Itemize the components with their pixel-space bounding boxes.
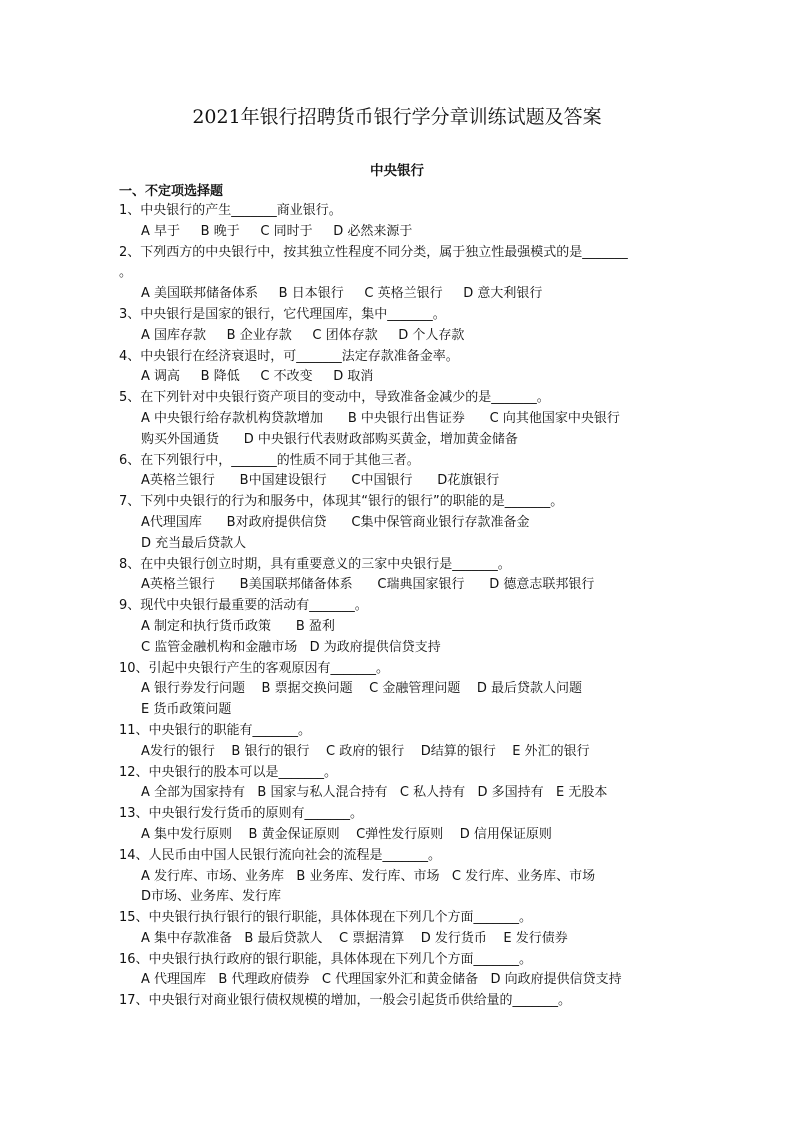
question-text: 10、引起中央银行产生的客观原因有_______。	[119, 660, 390, 676]
question-text: 6、在下列银行中，_______的性质不同于其他三者。	[119, 452, 420, 468]
answer-options: A 全部为国家持有 B 国家与私人混合持有 C 私人持有 D 多国持有 E 无股本	[141, 785, 608, 801]
answer-options: C 监管金融机构和金融市场 D 为政府提供信贷支持	[141, 639, 441, 655]
answer-options: D市场、业务库、发行库	[141, 889, 282, 905]
document-title: 2021年银行招聘货币银行学分章训练试题及答案	[192, 106, 602, 128]
answer-options: A 银行券发行问题 B 票据交换问题 C 金融管理问题 D 最后贷款人问题	[141, 681, 583, 697]
answer-options: A 中央银行给存款机构贷款增加 B 中央银行出售证券 C 向其他国家中央银行	[141, 410, 620, 426]
answer-options: 购买外国通货 D 中央银行代表财政部购买黄金，增加黄金储备	[141, 431, 518, 447]
question-text: 14、人民币由中国人民银行流向社会的流程是_______。	[119, 847, 442, 863]
answer-options: A 代理国库 B 代理政府债券 C 代理国家外汇和黄金储备 D 向政府提供信贷支持	[141, 972, 622, 988]
answer-options: A 美国联邦储备体系 B 日本银行 C 英格兰银行 D 意大利银行	[141, 286, 543, 302]
question-text: 11、中央银行的职能有_______。	[119, 722, 312, 738]
answer-options: D 充当最后贷款人	[141, 535, 247, 551]
answer-options: A 发行库、市场、业务库 B 业务库、发行库、市场 C 发行库、业务库、市场	[141, 868, 596, 884]
question-text: 8、在中央银行创立时期，具有重要意义的三家中央银行是_______。	[119, 556, 511, 572]
question-text: 4、中央银行在经济衰退时，可_______法定存款准备金率。	[119, 348, 459, 364]
question-text: 3、中央银行是国家的银行，它代理国库，集中_______。	[119, 306, 446, 322]
question-text: 16、中央银行执行政府的银行职能，具体体现在下列几个方面_______。	[119, 951, 533, 967]
answer-options: A 制定和执行货币政策 B 盈利	[141, 618, 335, 634]
answer-options: E 货币政策问题	[141, 702, 232, 718]
question-list	[119, 201, 689, 1012]
section-heading: 中央银行	[370, 163, 424, 179]
question-text: 17、中央银行对商业银行债权规模的增加，一般会引起货币供给量的_______。	[119, 993, 572, 1009]
answer-options: A代理国库 B对政府提供信贷 C集中保管商业银行存款准备金	[141, 514, 530, 530]
question-text: 15、中央银行执行银行的银行职能，具体体现在下列几个方面_______。	[119, 910, 533, 926]
answer-options: A 调高 B 降低 C 不改变 D 取消	[141, 369, 374, 385]
question-text: 2、下列西方的中央银行中，按其独立性程度不同分类，属于独立性最强模式的是_______	[119, 244, 628, 260]
answer-options: A 集中存款准备 B 最后贷款人 C 票据清算 D 发行货币 E 发行债券	[141, 930, 568, 946]
part-heading: 一、不定项选择题	[119, 184, 224, 199]
question-text: 9、现代中央银行最重要的活动有_______。	[119, 598, 368, 614]
question-text: 13、中央银行发行货币的原则有_______。	[119, 806, 364, 822]
question-text: 。	[119, 265, 133, 281]
answer-options: A 集中发行原则 B 黄金保证原则 C弹性发行原则 D 信用保证原则	[141, 826, 552, 842]
question-text: 5、在下列针对中央银行资产项目的变动中，导致准备金减少的是_______。	[119, 390, 550, 406]
answer-options: A 早于 B 晚于 C 同时于 D 必然来源于	[141, 223, 413, 239]
answer-options: A发行的银行 B 银行的银行 C 政府的银行 D结算的银行 E 外汇的银行	[141, 743, 590, 759]
question-text: 1、中央银行的产生_______商业银行。	[119, 203, 342, 218]
answer-options: A英格兰银行 B美国联邦储备体系 C瑞典国家银行 D 德意志联邦银行	[141, 577, 595, 593]
answer-options: A英格兰银行 B中国建设银行 C中国银行 D花旗银行	[141, 473, 500, 489]
question-text: 12、中央银行的股本可以是_______。	[119, 764, 338, 780]
question-text: 7、下列中央银行的行为和服务中，体现其“银行的银行”的职能的是_______。	[119, 494, 564, 510]
answer-options: A 国库存款 B 企业存款 C 团体存款 D 个人存款	[141, 327, 465, 343]
